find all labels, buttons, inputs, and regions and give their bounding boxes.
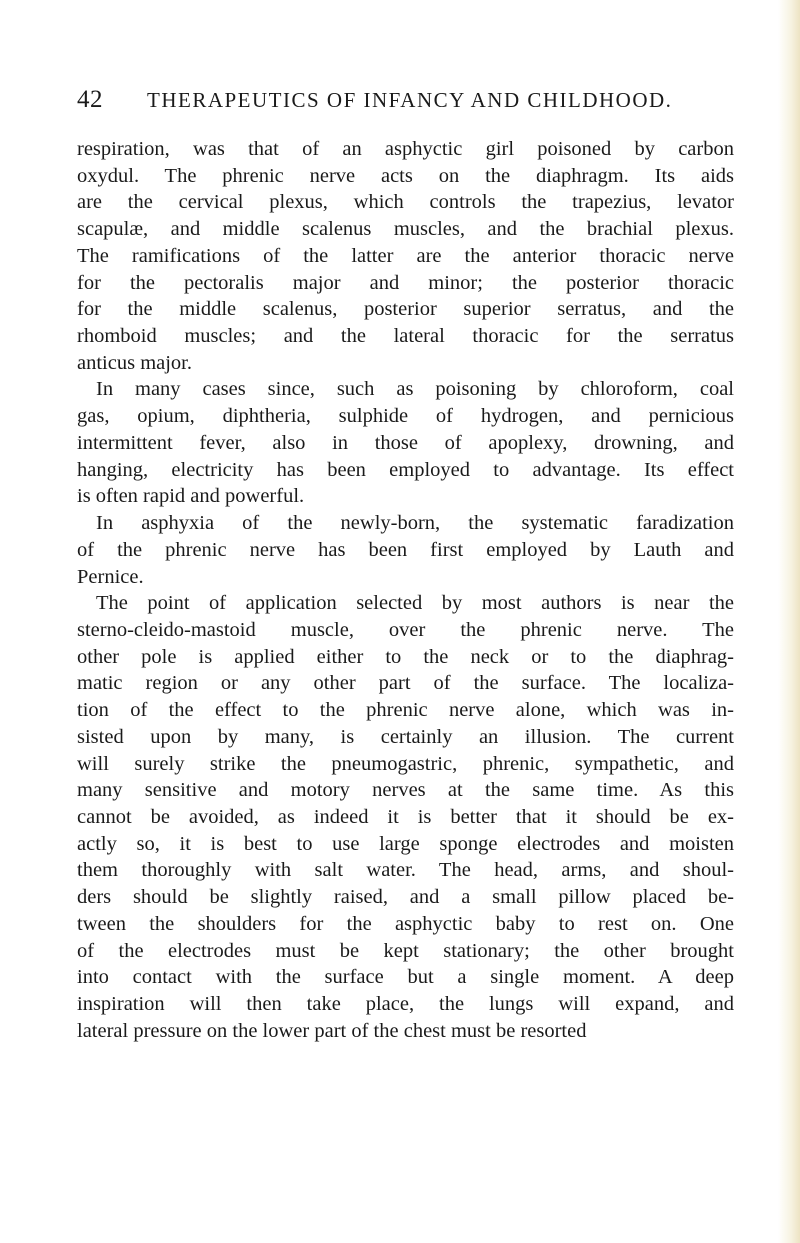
text-line: scapulæ, and middle scalenus muscles, and the brachial plexus. <box>77 218 734 241</box>
text-line: cannot be avoided, as indeed it is better that it should be ex- <box>77 805 734 828</box>
body-text <box>77 136 734 1044</box>
page-header <box>77 86 731 116</box>
text-line: rhomboid muscles; and the lateral thoracic for the serratus <box>77 325 734 348</box>
text-line: intermittent fever, also in those of apoplexy, drowning, and <box>77 431 734 454</box>
page-edge-shadow <box>778 0 800 1243</box>
text-line: tion of the effect to the phrenic nerve alone, which was in- <box>77 699 734 722</box>
text-line: lateral pressure on the lower part of the chest must be resorted <box>77 1019 587 1042</box>
text-line: inspiration will then take place, the lungs will expand, and <box>77 993 734 1015</box>
text-line: into contact with the surface but a single moment. A deep <box>77 966 734 989</box>
text-line: anticus major. <box>77 351 193 374</box>
text-line: respiration, was that of an asphyctic girl poisoned by carbon <box>77 138 734 160</box>
text-line: for the pectoralis major and minor; the posterior thoracic <box>77 271 734 294</box>
text-line: of the phrenic nerve has been first employed by Lauth and <box>77 538 734 561</box>
text-line: hanging, electricity has been employed to advantage. Its effect <box>77 458 734 481</box>
text-line: oxydul. The phrenic nerve acts on the diaphragm. Its aids <box>77 164 734 187</box>
text-line: them thoroughly with salt water. The head, arms, and shoul- <box>77 859 734 882</box>
text-line: ders should be slightly raised, and a small pillow placed be- <box>77 886 734 909</box>
text-line: gas, opium, diphtheria, sulphide of hydrogen, and pernicious <box>77 405 734 428</box>
text-line: The ramifications of the latter are the anterior thoracic nerve <box>77 244 734 267</box>
text-line: is often rapid and powerful. <box>77 485 305 508</box>
text-line: many sensitive and motory nerves at the same time. As this <box>77 779 734 802</box>
text-line: sterno-cleido-mastoid muscle, over the phrenic nerve. The <box>77 618 734 641</box>
text-line: tween the shoulders for the asphyctic baby to rest on. One <box>77 912 734 935</box>
paragraph-first-line: In many cases since, such as poisoning by chloroform, coal <box>96 378 734 401</box>
text-line: actly so, it is best to use large sponge electrodes and moisten <box>77 832 734 855</box>
text-line: are the cervical plexus, which controls the trapezius, levator <box>77 191 734 214</box>
text-line: sisted upon by many, is certainly an illusion. The current <box>77 725 734 748</box>
text-line: other pole is applied either to the neck or to the diaphrag- <box>77 645 734 668</box>
paragraph-first-line: The point of application selected by most authors is near the <box>96 592 734 615</box>
running-title: THERAPEUTICS OF INFANCY AND CHILDHOOD. <box>147 88 673 112</box>
text-line: of the electrodes must be kept stationary; the other brought <box>77 939 734 962</box>
page-number: 42 <box>77 86 103 113</box>
text-line: Pernice. <box>77 565 144 588</box>
paragraph-first-line: In asphyxia of the newly-born, the systematic faradization <box>96 512 734 535</box>
text-line: matic region or any other part of the surface. The localiza- <box>77 672 734 695</box>
text-line: for the middle scalenus, posterior superior serratus, and the <box>77 298 734 321</box>
text-line: will surely strike the pneumogastric, phrenic, sympathetic, and <box>77 752 734 775</box>
